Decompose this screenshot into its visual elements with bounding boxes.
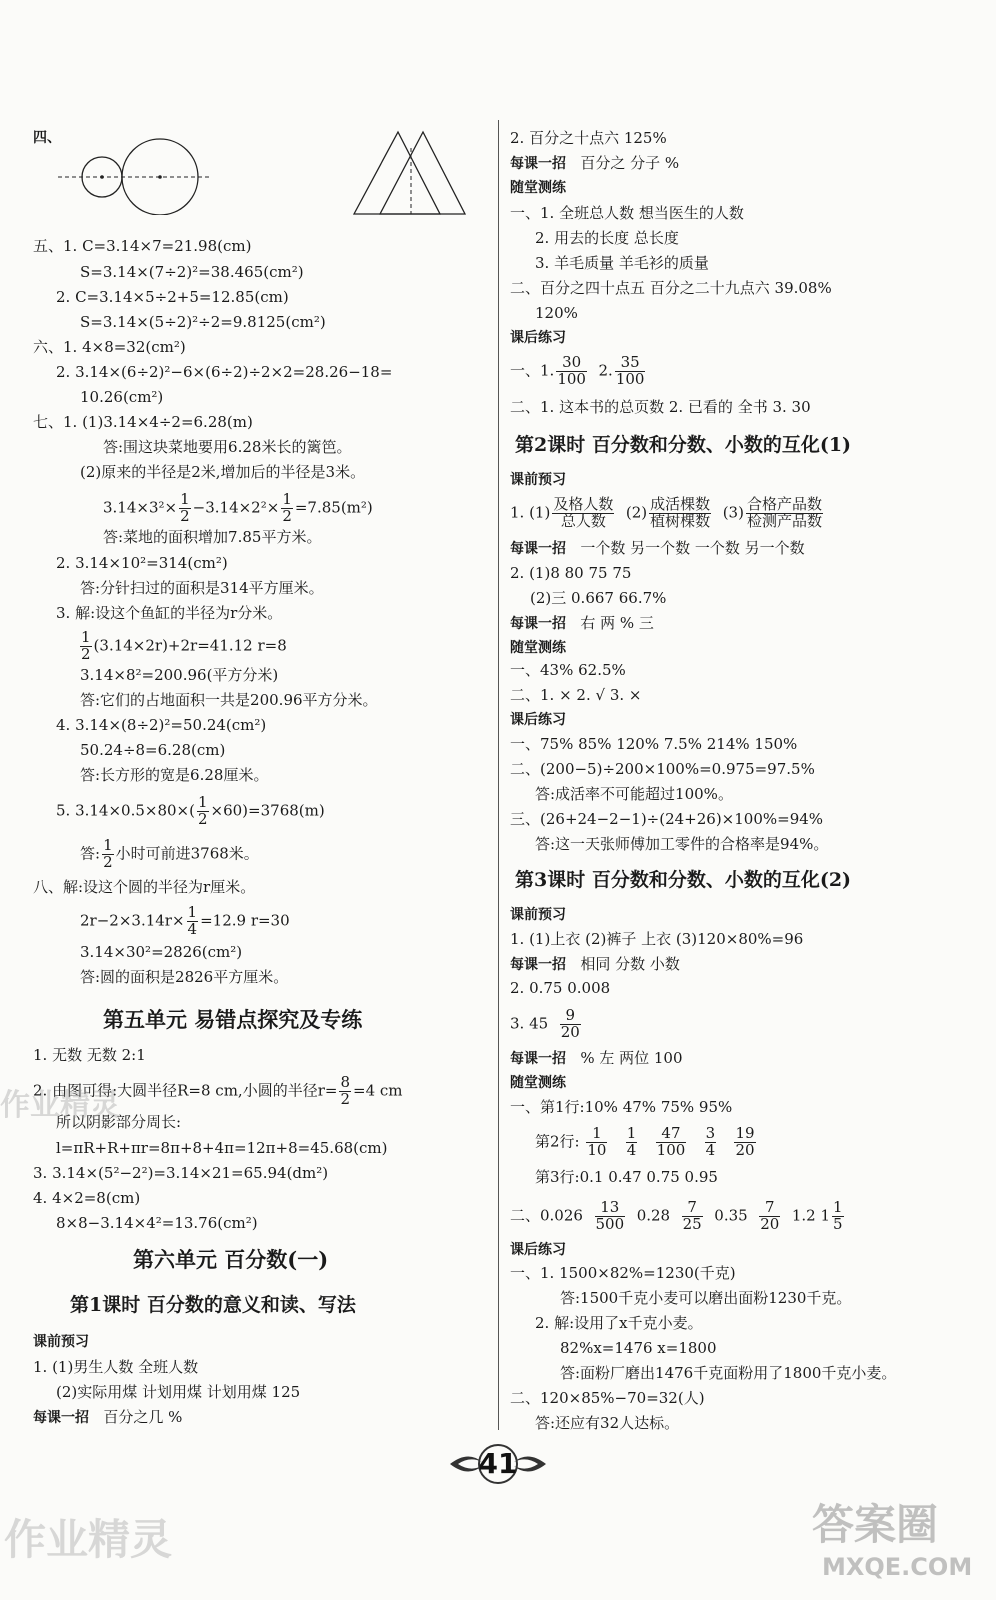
answer: 答:圆的面积是2826平方厘米。	[80, 968, 289, 986]
line: 二、120×85%−70=32(人)	[510, 1389, 705, 1407]
equation-with-fractions: 2. 由图可得:大圆半径R=8 cm,小圆的半径r= $\frac{8}{2}$ =4 cm	[33, 1073, 403, 1108]
equation-with-fractions: 3.14×3²× $\frac{1}{2}$ −3.14×2²× $\frac{1}{2}$ =7.85(m²)	[103, 490, 373, 525]
heading-unit-6: 第六单元 百分数(一)	[133, 1247, 329, 1272]
line: 1. (1)上衣 (2)裤子 上衣 (3)120×80%=96	[510, 930, 804, 948]
watermark-logo: 答案圈	[812, 1500, 939, 1549]
line: 二、百分之四十点五 百分之二十九点六 39.08%	[510, 279, 832, 297]
line: 2. 用去的长度 总长度	[535, 229, 679, 247]
line: (2)实际用煤 计划用煤 计划用煤 125	[56, 1383, 301, 1401]
line: 2. C=3.14×5÷2+5=12.85(cm)	[56, 288, 289, 306]
equation-with-fractions: 2r−2×3.14r× $\frac{1}{4}$ =12.9 r=30	[80, 903, 290, 938]
section-label: 课前预习	[510, 907, 566, 923]
answer: 答:还应有32人达标。	[535, 1414, 680, 1432]
section-label: 课后练习	[510, 1242, 566, 1258]
tip-line: 每课一招 % 左 两位 100	[510, 1049, 683, 1067]
section-label: 随堂测练	[510, 1075, 566, 1091]
page-number: 41	[478, 1447, 518, 1480]
line: 所以阴影部分周长:	[56, 1113, 182, 1131]
line: 一、第1行:10% 47% 75% 95%	[510, 1098, 733, 1116]
line: 4. 4×2=8(cm)	[33, 1189, 141, 1207]
section-4-label: 四、	[33, 130, 61, 146]
heading-lesson-1: 第1课时 百分数的意义和读、写法	[70, 1294, 356, 1316]
line: 2. (1)8 80 75 75	[510, 564, 632, 582]
line: 三、(26+24−2−1)÷(24+26)×100%=94%	[510, 810, 824, 828]
line: 3.14×8²=200.96(平方分米)	[80, 666, 279, 684]
answer: 答:围这块菜地要用6.28米长的篱笆。	[103, 438, 352, 456]
line: 二、1. × 2. √ 3. ×	[510, 686, 642, 704]
line: 一、1. 1500×82%=1230(千克)	[510, 1264, 736, 1282]
line: (2)原来的半径是2米,增加后的半径是3米。	[80, 463, 366, 481]
line: 2. 3.14×(6÷2)²−6×(6÷2)÷2×2=28.26−18=	[56, 363, 393, 381]
line: S=3.14×(7÷2)²=38.465(cm²)	[80, 263, 304, 281]
line: S=3.14×(5÷2)²÷2=9.8125(cm²)	[80, 313, 326, 331]
section-label: 课后练习	[510, 712, 566, 728]
tip-line: 每课一招 百分之 分子 %	[510, 154, 680, 172]
answer: 答:长方形的宽是6.28厘米。	[80, 766, 269, 784]
section-label: 课前预习	[510, 472, 566, 488]
page-number-badge	[448, 1442, 548, 1486]
answer: 答:它们的占地面积一共是200.96平方分米。	[80, 691, 378, 709]
line: 一、1. 全班总人数 想当医生的人数	[510, 204, 744, 222]
fraction-line: 一、1. $\frac{30}{100}$ 2. $\frac{35}{100}$	[510, 353, 645, 388]
equation-with-fractions: $\frac{1}{2}$ (3.14×2r)+2r=41.12 r=8	[81, 628, 287, 663]
line: l=πR+R+πr=8π+8+4π=12π+8=45.68(cm)	[56, 1139, 388, 1157]
line: 3.14×30²=2826(cm²)	[80, 943, 243, 961]
line: 10.26(cm²)	[80, 388, 164, 406]
answer: 答:1500千克小麦可以磨出面粉1230千克。	[560, 1289, 852, 1307]
line: (2)三 0.667 66.7%	[530, 589, 667, 607]
line: 六、1. 4×8=32(cm²)	[33, 338, 186, 356]
fraction-line: 1. (1) $\frac{\text{及格人数}}{\text{总人数}}$ (2) $\frac{\text{成活棵数}}{\text{植树棵数}}$ (3) $\frac{\text{合格产品数}}{\text{检测产品数}}$	[510, 495, 822, 530]
section-label: 课前预习	[33, 1334, 89, 1350]
line: 3. 羊毛质量 羊毛衫的质量	[535, 254, 709, 272]
line: 1. 无数 无数 2:1	[33, 1046, 146, 1064]
line: 一、75% 85% 120% 7.5% 214% 150%	[510, 735, 798, 753]
fraction-line: 3. 45 $\frac{9}{20}$	[510, 1006, 580, 1041]
line: 二、1. 这本书的总页数 2. 已看的 全书 3. 30	[510, 398, 811, 416]
line: 2. 0.75 0.008	[510, 979, 611, 997]
line: 八、解:设这个圆的半径为r厘米。	[33, 878, 256, 896]
line: 2. 百分之十点六 125%	[510, 129, 667, 147]
watermark-mid-left: 作业精灵	[0, 1088, 120, 1123]
equation-with-fractions: 5. 3.14×0.5×80×( $\frac{1}{2}$ ×60)=3768(m)	[56, 793, 325, 828]
two-circles-figure	[58, 135, 213, 215]
tip-line: 每课一招 相同 分数 小数	[510, 955, 680, 973]
line: 1. (1)男生人数 全班人数	[33, 1358, 199, 1376]
heading-lesson-3: 第3课时 百分数和分数、小数的互化(2)	[515, 869, 852, 891]
line: 82%x=1476 x=1800	[560, 1339, 717, 1357]
answer: 答:面粉厂磨出1476千克面粉用了1800千克小麦。	[560, 1364, 897, 1382]
fraction-line: 二、0.026 $\frac{13}{500}$ 0.28 $\frac{7}{25}$ 0.35 $\frac{7}{20}$ 1.2 1 $\frac{1}{5}$	[510, 1198, 843, 1233]
heading-unit-5: 第五单元 易错点探究及专练	[103, 1007, 363, 1032]
tip-line: 每课一招 右 两 % 三	[510, 614, 654, 632]
line: 第3行:0.1 0.47 0.75 0.95	[535, 1168, 718, 1186]
column-divider	[498, 120, 499, 1430]
line: 2. 3.14×10²=314(cm²)	[56, 554, 228, 572]
answer: 答: $\frac{1}{2}$ 小时可前进3768米。	[80, 836, 259, 871]
watermark-bottom-left: 作业精灵	[4, 1515, 173, 1564]
line: 2. 解:设用了x千克小麦。	[535, 1314, 703, 1332]
answer: 答:成活率不可能超过100%。	[535, 785, 733, 803]
tip-line: 每课一招 一个数 另一个数 一个数 另一个数	[510, 539, 805, 557]
line: 8×8−3.14×4²=13.76(cm²)	[56, 1214, 258, 1232]
fraction-line: 第2行: $\frac{1}{10}$ $\frac{1}{4}$ $\frac{47}{100}$ $\frac{3}{4}$ $\frac{19}{20}$	[535, 1124, 755, 1159]
line: 3. 解:设这个鱼缸的半径为r分米。	[56, 604, 283, 622]
line: 一、43% 62.5%	[510, 661, 626, 679]
line: 二、(200−5)÷200×100%=0.975=97.5%	[510, 760, 815, 778]
line: 五、1. C=3.14×7=21.98(cm)	[33, 237, 252, 255]
line: 4. 3.14×(8÷2)²=50.24(cm²)	[56, 716, 267, 734]
line: 3. 3.14×(5²−2²)=3.14×21=65.94(dm²)	[33, 1164, 329, 1182]
answer: 答:这一天张师傅加工零件的合格率是94%。	[535, 835, 829, 853]
right-column	[500, 0, 996, 1600]
section-label: 随堂测练	[510, 180, 566, 196]
answer: 答:菜地的面积增加7.85平方米。	[103, 528, 322, 546]
line: 七、1. (1)3.14×4÷2=6.28(m)	[33, 413, 253, 431]
section-label: 课后练习	[510, 330, 566, 346]
heading-lesson-2: 第2课时 百分数和分数、小数的互化(1)	[515, 434, 852, 456]
answer: 答:分针扫过的面积是314平方厘米。	[80, 579, 324, 597]
triangles-figure	[350, 128, 470, 218]
line: 50.24÷8=6.28(cm)	[80, 741, 226, 759]
tip-line: 每课一招 百分之几 %	[33, 1408, 183, 1426]
line: 120%	[535, 304, 578, 322]
watermark-url: MXQE.COM	[822, 1553, 973, 1581]
section-label: 随堂测练	[510, 640, 566, 656]
